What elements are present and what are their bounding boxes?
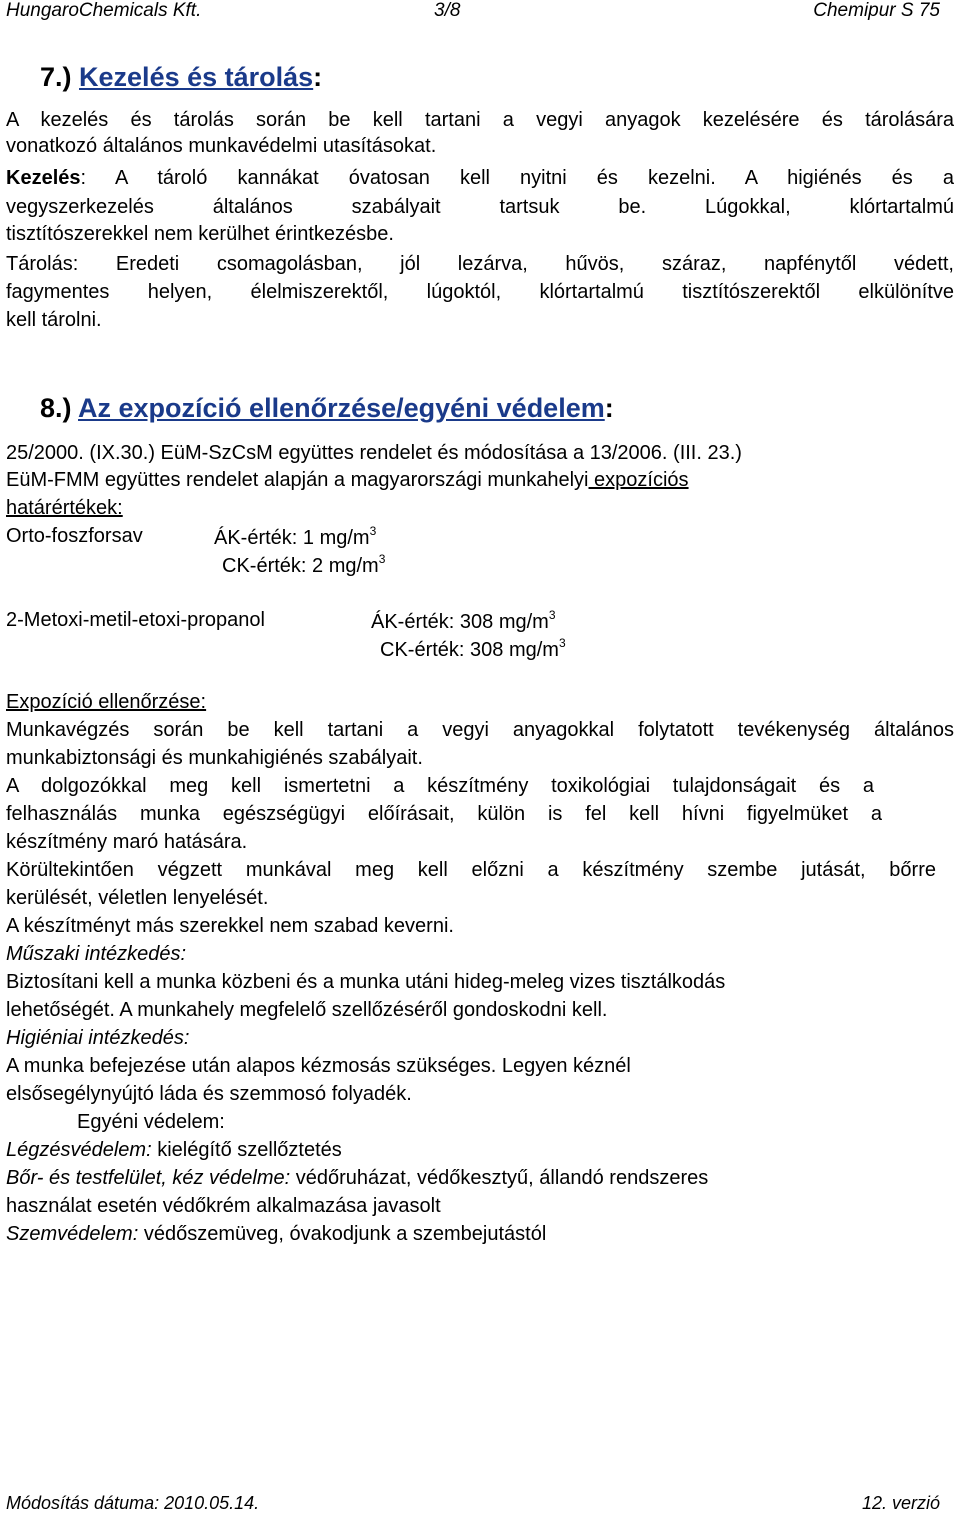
section-7-title: Kezelés és tárolás	[79, 62, 314, 92]
substance1-ck-value	[222, 552, 385, 578]
tarolas-line1: Tárolás: Eredeti csomagolásban, jól lezárva, hűvös, száraz, napfénytől védett,	[6, 253, 954, 275]
section-8-heading	[40, 393, 614, 424]
substance2-ck-value	[380, 636, 566, 662]
regulation-line2-underlined: expozíciós	[588, 469, 689, 491]
kezeles-line1-text: : A tároló kannákat óvatosan kell nyitni és kezelni. A higiénés és a	[80, 167, 954, 189]
higienes-line-1: A munka befejezése után alapos kézmosás szükséges. Legyen kéznél	[6, 1055, 631, 1077]
bor-text: védőruházat, védőkesztyű, állandó rendszeres	[290, 1167, 709, 1189]
version: 12. verzió	[861, 1493, 940, 1513]
szem-label: Szemvédelem:	[6, 1223, 139, 1245]
szem-line	[6, 1222, 546, 1246]
substance1-ak-text: ÁK-érték: 1 mg/m	[214, 527, 370, 549]
substance2-ak-sup: 3	[548, 608, 556, 622]
expo-line-2: munkabiztonsági és munkahigiénés szabályait.	[6, 747, 423, 769]
expo-line-5: készítmény maró hatására.	[6, 831, 248, 853]
company-name: HungaroChemicals Kft.	[6, 0, 202, 21]
kezeles-line2: vegyszerkezelés általános szabályait tartsuk be. Lúgokkal, klórtartalmú	[6, 196, 954, 218]
section-7-colon: :	[313, 62, 323, 92]
expo-line-4: felhasználás munka egészségügyi előírásait, külön is fel kell hívni figyelmüket a	[6, 803, 882, 825]
substance1-ak-sup: 3	[369, 524, 377, 538]
substance2-ak-text: ÁK-érték: 308 mg/m	[371, 611, 549, 633]
regulation-line2	[6, 468, 689, 492]
tarolas-line3: kell tárolni.	[6, 309, 102, 331]
muszaki-heading: Műszaki intézkedés:	[6, 943, 187, 965]
expo-line-1: Munkavégzés során be kell tartani a vegyi anyagokkal folytatott tevékenység általános	[6, 719, 954, 741]
section-7-number: 7.)	[40, 62, 72, 92]
modification-date: Módosítás dátuma: 2010.05.14.	[6, 1493, 260, 1513]
legzes-text: kielégítő szellőztetés	[151, 1139, 342, 1161]
muszaki-line-1: Biztosítani kell a munka közbeni és a munka utáni hideg-meleg vizes tisztálkodás	[6, 971, 726, 993]
regulation-line3: határértékek:	[6, 497, 123, 519]
product-name: Chemipur S 75	[813, 0, 940, 21]
higienes-line-2: elsősegélynyújtó láda és szemmosó folyadék.	[6, 1083, 412, 1105]
muszaki-line-2: lehetőségét. A munkahely megfelelő szellőzéséről gondoskodni kell.	[6, 999, 608, 1021]
tarolas-line2: fagymentes helyen, élelmiszerektől, lúgoktól, klórtartalmú tisztítószerektől elkülönítve	[6, 281, 954, 303]
page-header	[6, 0, 940, 28]
legzes-label: Légzésvédelem:	[6, 1139, 152, 1161]
expo-line-8: A készítményt más szerekkel nem szabad keverni.	[6, 915, 454, 937]
page-number: 3/8	[434, 0, 461, 21]
higienes-heading: Higiéniai intézkedés:	[6, 1027, 190, 1049]
substance2-ck-text: CK-érték: 308 mg/m	[380, 639, 559, 661]
bor-label: Bőr- és testfelület, kéz védelme:	[6, 1167, 291, 1189]
szem-text: védőszemüveg, óvakodjunk a szembejutástól	[138, 1223, 547, 1245]
substance1-ck-text: CK-érték: 2 mg/m	[222, 555, 379, 577]
regulation-line2-text: EüM-FMM együttes rendelet alapján a magyarországi munkahelyi	[6, 469, 589, 491]
egyeni-heading: Egyéni védelem:	[77, 1111, 225, 1133]
expo-line-7: kerülését, véletlen lenyelését.	[6, 887, 269, 909]
substance2-name: 2-Metoxi-metil-etoxi-propanol	[6, 609, 265, 631]
bor-line-2: használat esetén védőkrém alkalmazása javasolt	[6, 1195, 441, 1217]
section-7-intro-line2: vonatkozó általános munkavédelmi utasításokat.	[6, 135, 437, 157]
kezeles-line1	[6, 166, 954, 190]
substance1-ck-sup: 3	[378, 552, 386, 566]
bor-line	[6, 1166, 708, 1190]
section-8-colon: :	[604, 393, 614, 423]
substance2-ak-value	[371, 608, 556, 634]
expo-line-3: A dolgozókkal meg kell ismertetni a készítmény toxikológiai tulajdonságait és a	[6, 775, 874, 797]
expo-heading: Expozíció ellenőrzése:	[6, 691, 207, 713]
substance2-ck-sup: 3	[558, 636, 566, 650]
section-7-heading	[40, 62, 322, 93]
substance1-name: Orto-foszforsav	[6, 525, 143, 547]
section-7-intro-line1: A kezelés és tárolás során be kell tartani a vegyi anyagok kezelésére és tárolására	[6, 109, 954, 131]
section-8-title: Az expozíció ellenőrzése/egyéni védelem	[78, 393, 605, 423]
regulation-line1: 25/2000. (IX.30.) EüM-SzCsM együttes rendelet és módosítása a 13/2006. (III. 23.)	[6, 442, 742, 464]
kezeles-line3: tisztítószerekkel nem kerülhet érintkezésbe.	[6, 223, 394, 245]
section-8-number: 8.)	[40, 393, 72, 423]
legzes-line	[6, 1138, 342, 1162]
substance1-ak-value	[214, 524, 376, 550]
kezeles-label: Kezelés	[6, 167, 81, 189]
expo-line-6: Körültekintően végzett munkával meg kell előzni a készítmény szembe jutását, bőrre	[6, 859, 936, 881]
